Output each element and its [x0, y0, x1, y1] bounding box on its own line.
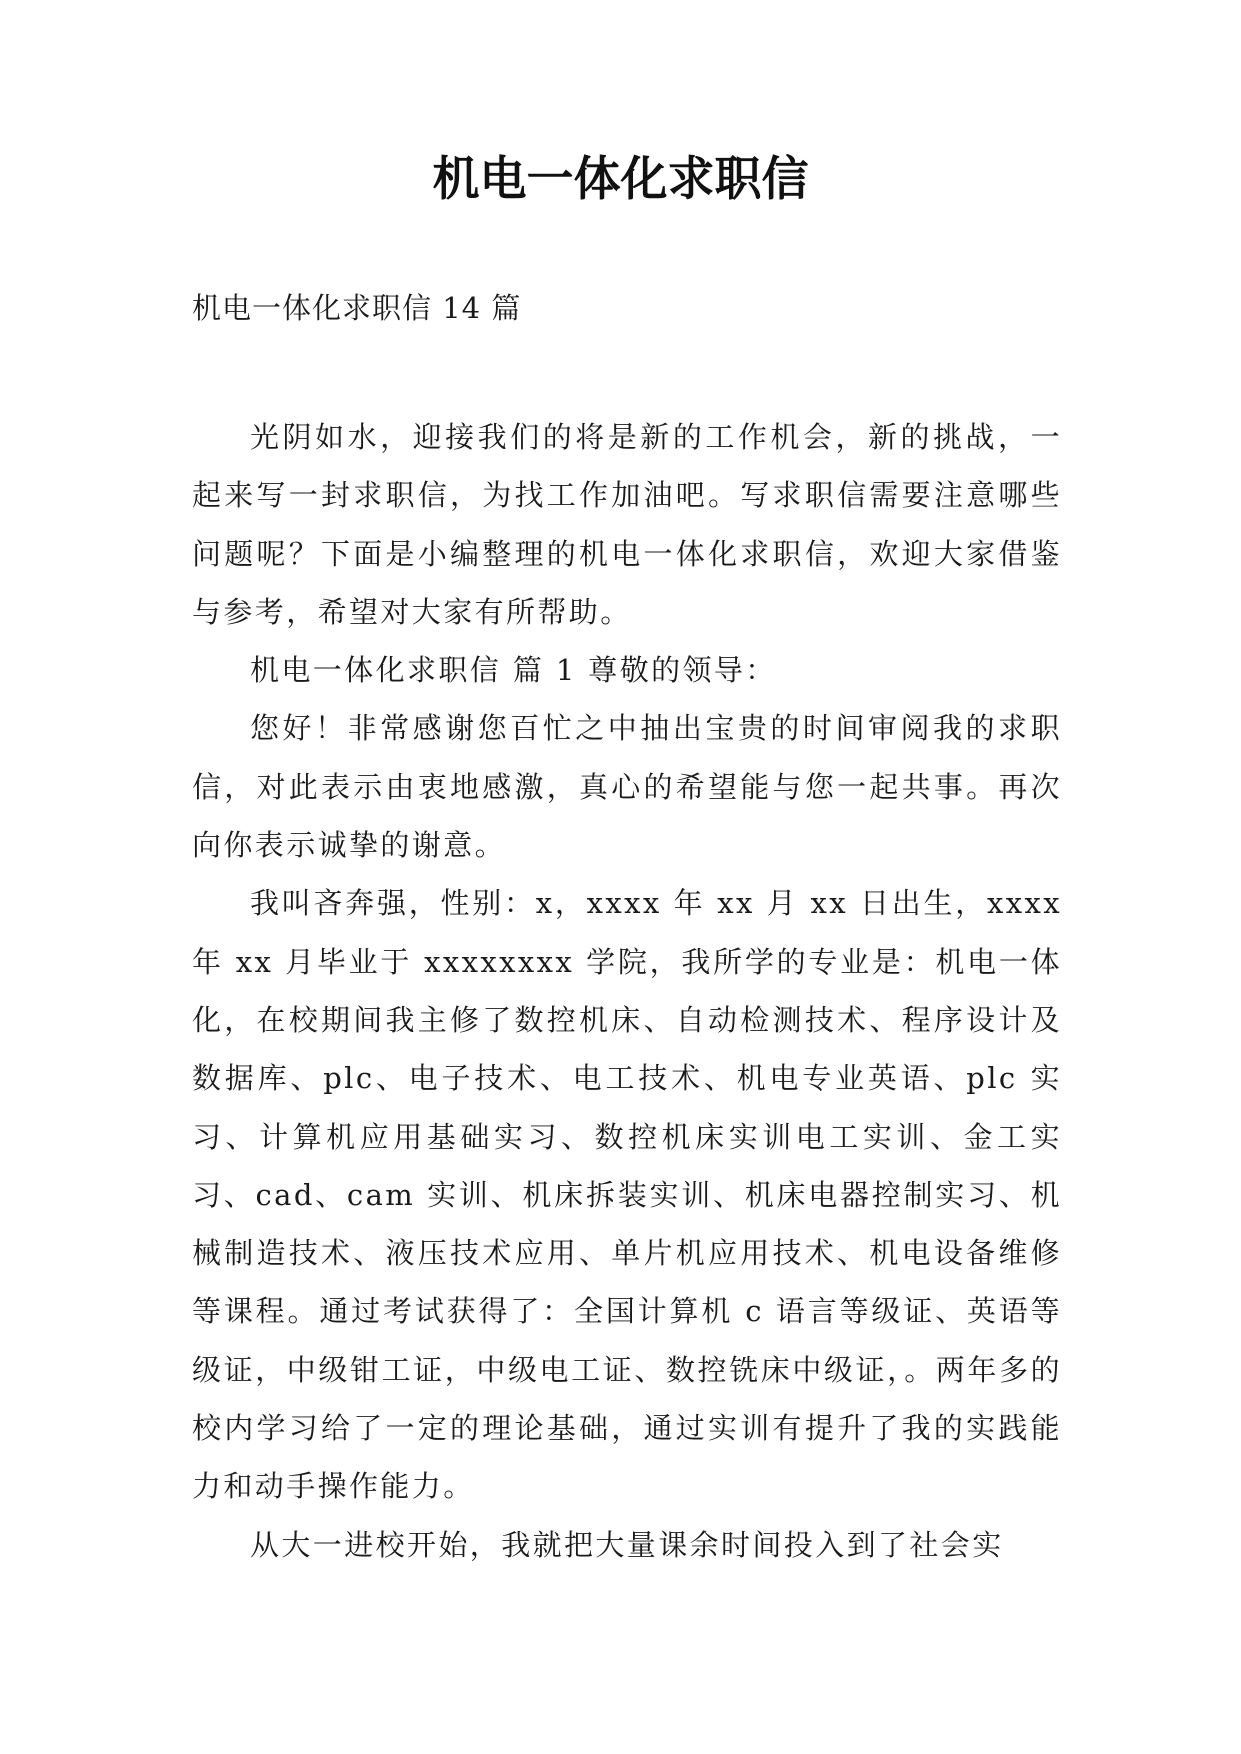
document-subtitle: 机电一体化求职信 14 篇: [192, 291, 522, 325]
document-title: 机电一体化求职信: [432, 152, 809, 207]
paragraph-salutation: 机电一体化求职信 篇 1 尊敬的领导：: [250, 653, 777, 688]
paragraph-background: 我叫吝奔强，性别：x，xxxx 年 xx 月 xx 日出生，xxxx 年 xx 月毕业于 xxxxxxxx 学院，我所学的专业是：机电一体化，在校期间我主修了数控机床、自动检测技术、程序设计及数据库、plc、电子技术、电工技术、机电专业英语、plc 实习、计算机应用基础实习、数控机床实训电工实训、金工实习、cad、cam 实训、机床拆装实训、机床电器控制实习、机械制造技术、液压技术应用、单片机应用技术、机电设备维修等课程。通过考试获得了：全国计算机 c 语言等级证、英语等级证，中级钳工证，中级电工证、数控铣床中级证，。两年多的校内学习给了一定的理论基础，通过实训有提升了我的实践能力和动手操作能力。: [192, 886, 1062, 1504]
paragraph-greeting: 您好！非常感谢您百忙之中抽出宝贵的时间审阅我的求职信，对此表示由衷地感激，真心的希望能与您一起共事。再次向你表示诚挚的谢意。: [192, 711, 1062, 863]
document-body: [192, 408, 1062, 1574]
paragraph-experience: 从大一进校开始，我就把大量课余时间投入到了社会实: [250, 1527, 1004, 1562]
paragraph-intro: 光阴如水，迎接我们的将是新的工作机会，新的挑战，一起来写一封求职信，为找工作加油吧。写求职信需要注意哪些问题呢？下面是小编整理的机电一体化求职信，欢迎大家借鉴与参考，希望对大家有所帮助。: [192, 420, 1062, 629]
